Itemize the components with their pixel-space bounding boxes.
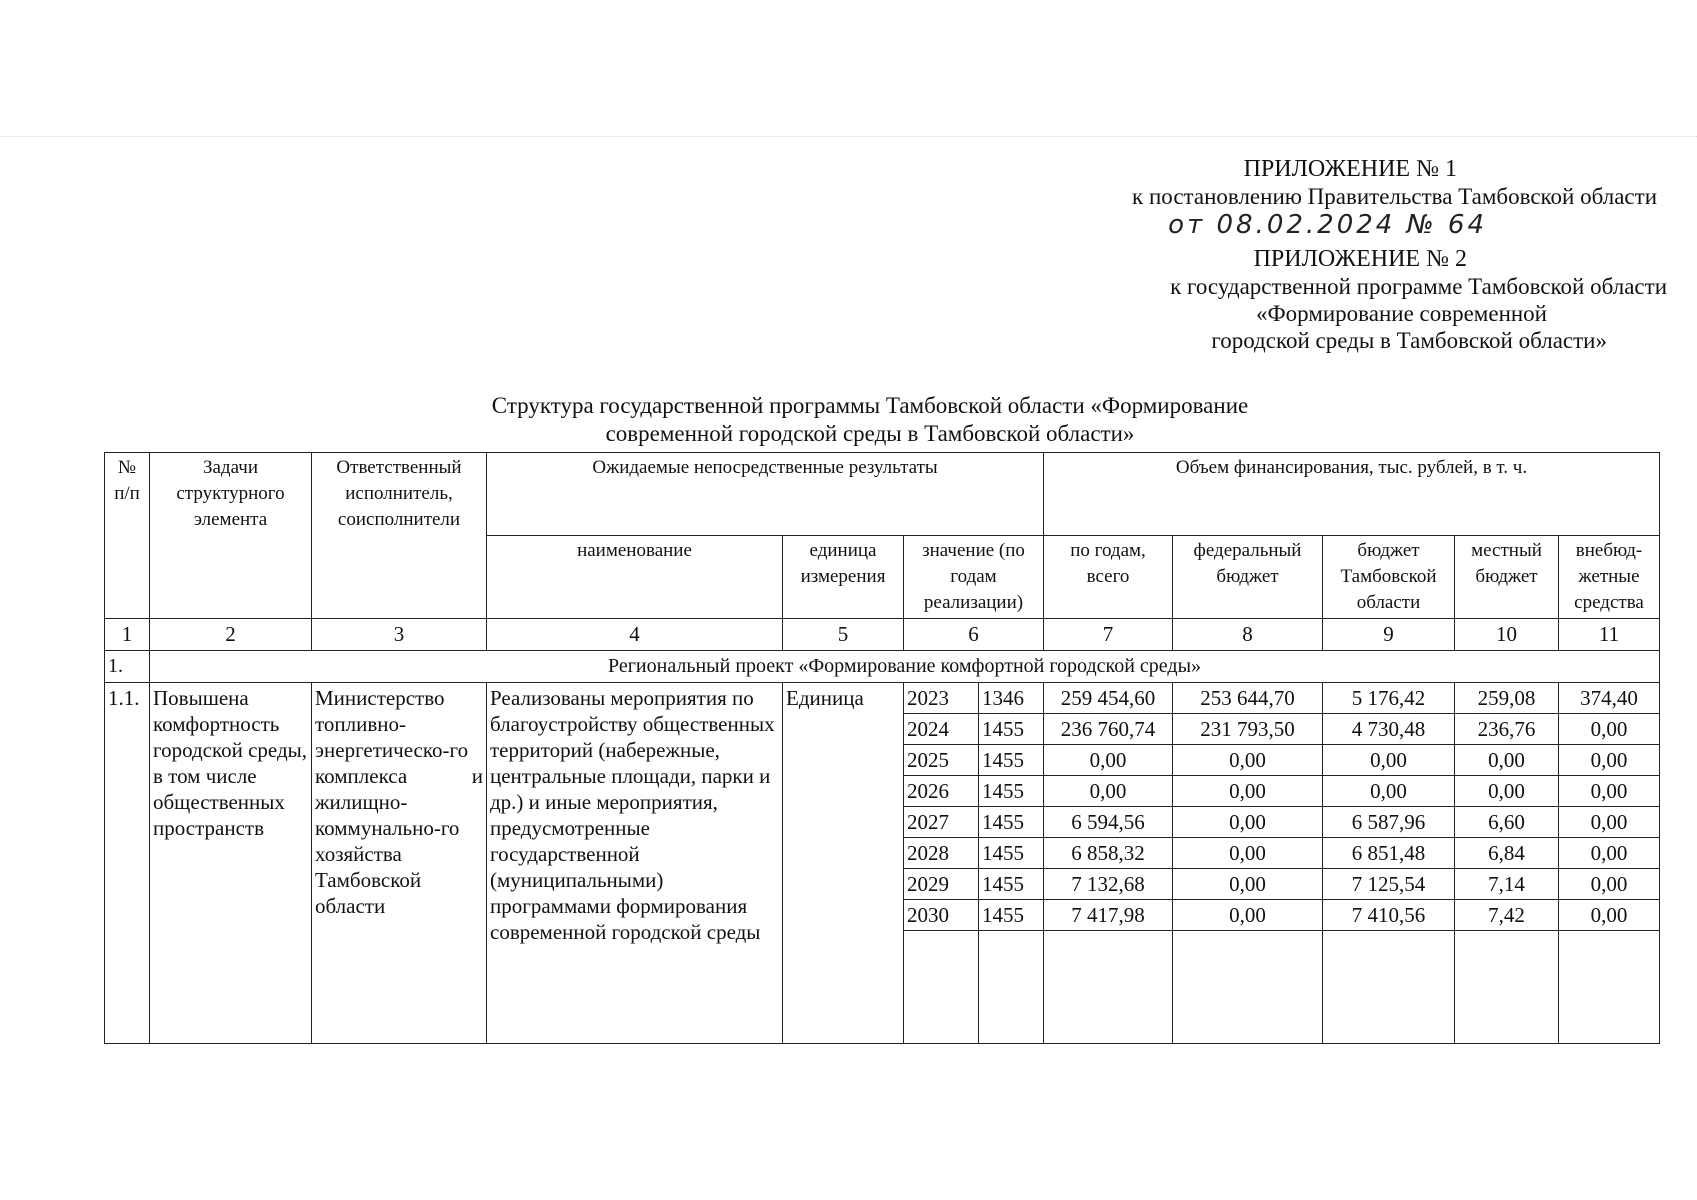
col-number: 6 [904, 619, 1044, 651]
row-year: 2025 [904, 745, 979, 776]
row-year: 2029 [904, 869, 979, 900]
header-value: значение (по годам реализации) [904, 536, 1044, 619]
row-regional: 0,00 [1323, 745, 1455, 776]
row-value: 1455 [979, 714, 1044, 745]
scan-artifact-line [0, 136, 1697, 137]
header-tasks: Задачи структурного элемента [150, 453, 312, 619]
header-local: местный бюджет [1455, 536, 1559, 619]
annex2-title: ПРИЛОЖЕНИЕ № 2 [1253, 246, 1467, 272]
spacer-cell [1323, 931, 1455, 1044]
item-num: 1.1. [105, 683, 150, 1044]
row-year: 2030 [904, 900, 979, 931]
row-extra: 0,00 [1559, 745, 1660, 776]
spacer-cell [1044, 931, 1173, 1044]
row-local: 0,00 [1455, 745, 1559, 776]
row-local: 7,42 [1455, 900, 1559, 931]
header-extra: внебюд-жетные средства [1559, 536, 1660, 619]
row-year: 2027 [904, 807, 979, 838]
row-value: 1455 [979, 838, 1044, 869]
row-extra: 374,40 [1559, 683, 1660, 714]
row-year: 2026 [904, 776, 979, 807]
col-number: 3 [312, 619, 487, 651]
row-regional: 5 176,42 [1323, 683, 1455, 714]
row-local: 6,84 [1455, 838, 1559, 869]
row-value: 1455 [979, 900, 1044, 931]
row-value: 1455 [979, 776, 1044, 807]
project-row [105, 651, 1660, 683]
spacer-cell [1173, 931, 1323, 1044]
col-number: 11 [1559, 619, 1660, 651]
item-task: Повышена комфортность городской среды, в том числе общественных пространств [150, 683, 312, 1044]
document-title [370, 392, 1370, 448]
row-year: 2028 [904, 838, 979, 869]
header-federal: федеральный бюджет [1173, 536, 1323, 619]
header-financing: Объем финансирования, тыс. рублей, в т. ч. [1044, 453, 1660, 536]
row-extra: 0,00 [1559, 838, 1660, 869]
row-total: 0,00 [1044, 745, 1173, 776]
spacer-cell [904, 931, 979, 1044]
annex1-subtitle: к постановлению Правительства Тамбовской области [1132, 184, 1657, 209]
row-extra: 0,00 [1559, 869, 1660, 900]
row-federal: 0,00 [1173, 807, 1323, 838]
header-responsible: Ответственный исполнитель, соисполнители [312, 453, 487, 619]
row-total: 6 858,32 [1044, 838, 1173, 869]
row-local: 259,08 [1455, 683, 1559, 714]
spacer-cell [979, 931, 1044, 1044]
item-responsible: Министерство топливно-энергетическо-го комплекса и жилищно-коммунально-го хозяйства Тамбовской области [312, 683, 487, 1044]
table-row [105, 683, 1660, 714]
document-title-line2: современной городской среды в Тамбовской области» [605, 421, 1135, 446]
row-value: 1346 [979, 683, 1044, 714]
row-regional: 4 730,48 [1323, 714, 1455, 745]
header-num: № п/п [105, 453, 150, 619]
spacer-cell [1559, 931, 1660, 1044]
row-regional: 6 851,48 [1323, 838, 1455, 869]
row-federal: 0,00 [1173, 869, 1323, 900]
spacer-cell [1455, 931, 1559, 1044]
annex2-line3: городской среды в Тамбовской области» [1211, 328, 1607, 353]
row-local: 0,00 [1455, 776, 1559, 807]
row-federal: 231 793,50 [1173, 714, 1323, 745]
project-num: 1. [105, 651, 150, 683]
column-number-row [105, 619, 1660, 651]
row-regional: 7 410,56 [1323, 900, 1455, 931]
row-total: 259 454,60 [1044, 683, 1173, 714]
col-number: 2 [150, 619, 312, 651]
item-result: Реализованы мероприятия по благоустройству общественных территорий (набережные, центральные площади, парки и др.) и иные мероприятия, предусмотренные государственной (муниципальными) программами формирования современной городской среды [487, 683, 783, 1044]
row-regional: 6 587,96 [1323, 807, 1455, 838]
row-total: 236 760,74 [1044, 714, 1173, 745]
row-local: 7,14 [1455, 869, 1559, 900]
row-value: 1455 [979, 869, 1044, 900]
annex-header [967, 156, 1667, 354]
col-number: 1 [105, 619, 150, 651]
row-regional: 7 125,54 [1323, 869, 1455, 900]
handwritten-date-number: от 08.02.2024 № 64 [1168, 210, 1487, 240]
row-total: 6 594,56 [1044, 807, 1173, 838]
row-extra: 0,00 [1559, 776, 1660, 807]
program-structure-table [104, 452, 1660, 1044]
row-federal: 0,00 [1173, 776, 1323, 807]
col-number: 7 [1044, 619, 1173, 651]
row-federal: 253 644,70 [1173, 683, 1323, 714]
row-federal: 0,00 [1173, 838, 1323, 869]
row-year: 2024 [904, 714, 979, 745]
col-number: 10 [1455, 619, 1559, 651]
header-row-1 [105, 453, 1660, 536]
annex2-line1: к государственной программе Тамбовской области [1170, 274, 1667, 299]
header-name: наименование [487, 536, 783, 619]
row-value: 1455 [979, 807, 1044, 838]
col-number: 9 [1323, 619, 1455, 651]
annex1-title: ПРИЛОЖЕНИЕ № 1 [1243, 156, 1457, 182]
header-unit: единица измерения [783, 536, 904, 619]
col-number: 5 [783, 619, 904, 651]
document-title-line1: Структура государственной программы Тамбовской области «Формирование [491, 393, 1249, 418]
row-federal: 0,00 [1173, 900, 1323, 931]
row-extra: 0,00 [1559, 900, 1660, 931]
row-total: 0,00 [1044, 776, 1173, 807]
header-expected-results: Ожидаемые непосредственные результаты [487, 453, 1044, 536]
header-regional: бюджет Тамбовской области [1323, 536, 1455, 619]
row-year: 2023 [904, 683, 979, 714]
col-number: 4 [487, 619, 783, 651]
annex2-line2: «Формирование современной [1256, 301, 1547, 326]
col-number: 8 [1173, 619, 1323, 651]
row-extra: 0,00 [1559, 807, 1660, 838]
row-regional: 0,00 [1323, 776, 1455, 807]
project-title: Региональный проект «Формирование комфортной городской среды» [150, 651, 1660, 683]
row-local: 236,76 [1455, 714, 1559, 745]
row-local: 6,60 [1455, 807, 1559, 838]
row-extra: 0,00 [1559, 714, 1660, 745]
row-total: 7 132,68 [1044, 869, 1173, 900]
row-federal: 0,00 [1173, 745, 1323, 776]
row-value: 1455 [979, 745, 1044, 776]
row-total: 7 417,98 [1044, 900, 1173, 931]
item-unit: Единица [783, 683, 904, 1044]
header-total: по годам, всего [1044, 536, 1173, 619]
